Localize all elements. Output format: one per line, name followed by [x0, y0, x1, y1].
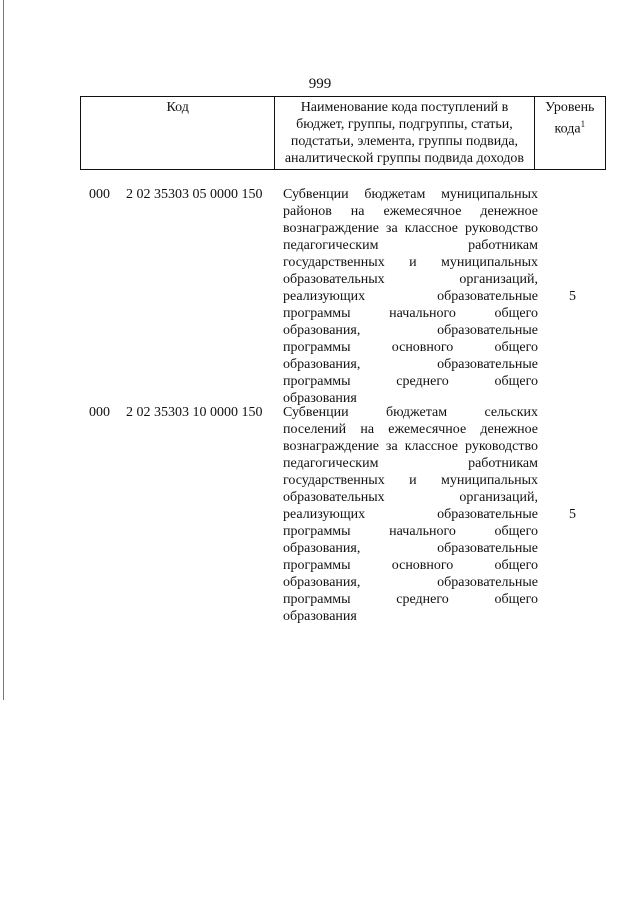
description-line: образования [283, 609, 357, 624]
row-description [283, 186, 538, 407]
description-line: образования, образовательные [283, 541, 538, 556]
column-header-code: Код [81, 97, 275, 170]
description-line: образовательных организаций, [283, 272, 538, 287]
description-line: программы начального общего [283, 306, 538, 321]
page-number: 999 [308, 76, 332, 92]
row-prefix: 000 [89, 187, 110, 202]
description-line: программы основного общего [283, 340, 538, 355]
row-prefix: 000 [89, 405, 110, 420]
footnote-mark: 1 [580, 119, 586, 129]
row-description [283, 404, 538, 625]
description-line: поселений на ежемесячное денежное [283, 422, 538, 437]
description-line: вознаграждение за классное руководство [283, 439, 538, 454]
description-line: программы основного общего [283, 558, 538, 573]
description-line: образования, образовательные [283, 323, 538, 338]
row-code: 2 02 35303 10 0000 150 [126, 405, 263, 420]
description-line: районов на ежемесячное денежное [283, 204, 538, 219]
column-header-level [534, 97, 605, 170]
row-level: 5 [569, 507, 576, 522]
description-line: образования [283, 391, 357, 406]
description-line: педагогическим работникам [283, 238, 538, 253]
description-line: реализующих образовательные [283, 507, 538, 522]
column-header-level-text: Уровень кода [545, 100, 595, 137]
description-line: программы среднего общего [283, 374, 538, 389]
description-line: Субвенции бюджетам сельских [283, 405, 538, 420]
description-line: государственных и муниципальных [283, 255, 538, 270]
description-line: вознаграждение за классное руководство [283, 221, 538, 236]
description-line: реализующих образовательные [283, 289, 538, 304]
description-line: педагогическим работникам [283, 456, 538, 471]
table-header [80, 96, 606, 170]
page-edge-line [3, 0, 4, 700]
description-line: Субвенции бюджетам муниципальных [283, 187, 538, 202]
description-line: образования, образовательные [283, 575, 538, 590]
column-header-name: Наименование кода поступлений в бюджет, группы, подгруппы, статьи, подстатьи, элемента, группы подвида, аналитической группы подвида доходов [275, 97, 534, 170]
row-code: 2 02 35303 05 0000 150 [126, 187, 263, 202]
description-line: государственных и муниципальных [283, 473, 538, 488]
description-line: программы среднего общего [283, 592, 538, 607]
description-line: программы начального общего [283, 524, 538, 539]
description-line: образовательных организаций, [283, 490, 538, 505]
description-line: образования, образовательные [283, 357, 538, 372]
row-level: 5 [569, 289, 576, 304]
